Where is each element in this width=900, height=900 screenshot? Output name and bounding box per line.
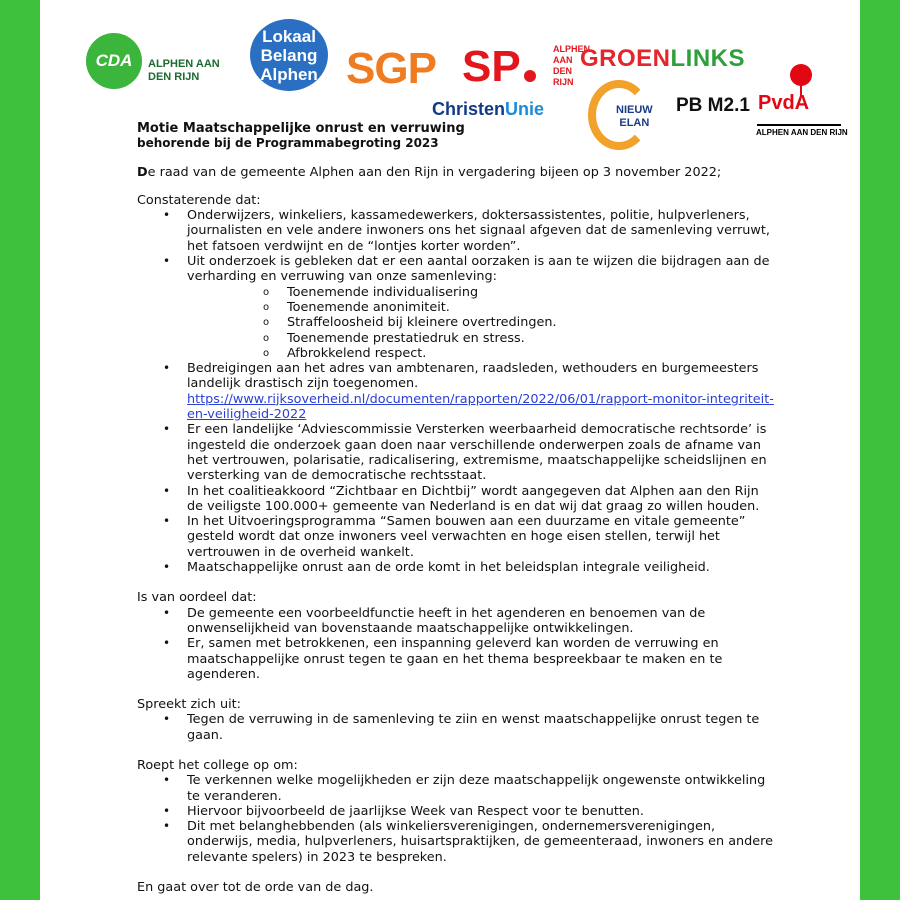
- document-page: [40, 0, 860, 900]
- christenunie-part1: Christen: [432, 99, 506, 119]
- list-item: • Dit met belanghebbenden (als winkeliersverenigingen, ondernemersverenigingen, onderwijs, media, hulpverleners, huisartspraktijken, de gemeenteraad, inwoners en andere relevante spelers) in 2023 te bespreken.: [137, 819, 777, 865]
- sp-line1: ALPHEN: [553, 44, 591, 54]
- list-item-text: Uit onderzoek is gebleken dat er een aantal oorzaken is aan te wijzen die bijdragen aan de verharding en verruwing van onze samenleving:: [187, 254, 770, 285]
- lokaal-belang-logo: [250, 19, 328, 91]
- sp-tomato-icon: [524, 70, 536, 82]
- list-item: • In het coalitieakkoord “Zichtbaar en Dichtbij” wordt aangegeven dat Alphen aan den Rijn de veiligste 100.000+ gemeente van Nederland is en dat wij dat graag zo willen houden.: [137, 484, 777, 515]
- sub-list-item: o Straffeloosheid bij kleinere overtredingen.: [187, 315, 777, 330]
- closing-line: En gaat over tot de orde van de dag.: [137, 880, 374, 896]
- christenunie-part2: Unie: [505, 99, 545, 119]
- section-spreekt: Spreekt zich uit:: [137, 697, 241, 713]
- groenlinks-logo: [580, 45, 745, 73]
- cda-line2: DEN RIJN: [148, 71, 200, 83]
- sub-list-item: o Toenemende anonimiteit.: [187, 300, 777, 315]
- lokaal-belang-line2: Belang: [260, 45, 318, 65]
- oordeel-list: [137, 606, 777, 682]
- list-item: • Er, samen met betrokkenen, een inspanning geleverd kan worden de verruwing en maatschappelijke onrust tegen te gaan en het thema bespreekbaar te maken en te agenderen.: [137, 636, 777, 682]
- sub-list-item: o Toenemende prestatiedruk en stress.: [187, 331, 777, 346]
- christenunie-logo: [432, 99, 544, 120]
- causes-sublist: [187, 285, 777, 361]
- sub-list-item: o Toenemende individualisering: [187, 285, 777, 300]
- intro-initial: D: [137, 164, 148, 180]
- list-item: [137, 361, 777, 422]
- list-item-text: Bedreigingen aan het adres van ambtenaren, raadsleden, wethouders en burgemeesters landelijk drastisch zijn toegenomen.: [187, 361, 759, 392]
- list-item: • De gemeente een voorbeeldfunctie heeft in het agenderen en benoemen van de onwenselijkheid van bovenstaande maatschappelijke ontwikkelingen.: [137, 606, 777, 637]
- sub-list-item: o Afbrokkelend respect.: [187, 346, 777, 361]
- sp-logo: SP: [462, 42, 521, 91]
- list-item: [137, 254, 777, 361]
- groenlinks-part2: LINKS: [670, 45, 746, 72]
- lokaal-belang-line3: Alphen: [260, 64, 318, 84]
- list-item: • Maatschappelijke onrust aan de orde komt in het beleidsplan integrale veiligheid.: [137, 560, 777, 575]
- groenlinks-part1: GROEN: [580, 45, 671, 72]
- roept-list: [137, 773, 777, 865]
- section-constaterende: Constaterende dat:: [137, 192, 261, 208]
- pvda-rose-icon: [790, 64, 812, 86]
- sgp-logo: SGP: [346, 44, 436, 93]
- motion-subtitle: behorende bij de Programmabegroting 2023: [137, 136, 439, 151]
- motion-title: Motie Maatschappelijke onrust en verruwing: [137, 121, 465, 136]
- lokaal-belang-line1: Lokaal: [262, 26, 316, 46]
- intro-paragraph: [137, 165, 777, 180]
- list-item: • Onderwijzers, winkeliers, kassamedewerkers, doktersassistentes, politie, hulpverleners, journalisten en vele andere inwoners ons het signaal afgeven dat de samenleving verruwt, het fatsoen verdwijnt en de “lontjes korter worden”.: [137, 208, 777, 254]
- section-roept: Roept het college op om:: [137, 757, 298, 773]
- list-item: • Hiervoor bijvoorbeeld de jaarlijkse Week van Respect voor te benutten.: [137, 804, 777, 819]
- cda-line1: ALPHEN AAN: [148, 58, 220, 70]
- cda-logo-text: [148, 58, 220, 84]
- sp-line4: RIJN: [553, 77, 574, 87]
- cda-logo: CDA: [86, 33, 142, 89]
- pvda-subtext: ALPHEN AAN DEN RIJN: [756, 128, 848, 137]
- motion-text: [137, 121, 777, 895]
- list-item: • Te verkennen welke mogelijkheden er zijn deze maatschappelijk ongewenste ontwikkeling te veranderen.: [137, 773, 777, 804]
- list-item: • Er een landelijke ‘Adviescommissie Versterken weerbaarheid democratische rechtsorde’ is ingesteld die onderzoek gaan doen naar verschillende onderwerpen zoals de afname van het vertrouwen, polarisatie, radicalisering, extremisme, maatschappelijke scheidslijnen en versterking van de democratische rechtsstaat.: [137, 422, 777, 483]
- nieuw-elan-line1: NIEUW: [616, 104, 653, 116]
- sp-line3: DEN: [553, 66, 573, 76]
- document-code: PB M2.1: [676, 95, 750, 116]
- pvda-logo: PvdA: [758, 92, 810, 114]
- constaterende-list: [137, 208, 777, 575]
- nieuw-elan-line2: ELAN: [619, 117, 650, 129]
- rijksoverheid-report-link[interactable]: https://www.rijksoverheid.nl/documenten/rapporten/2022/06/01/rapport-monitor-integriteit-en-veiligheid-2022: [187, 391, 774, 423]
- list-item: • In het Uitvoeringsprogramma “Samen bouwen aan een duurzame en vitale gemeente” gesteld wordt dat onze inwoners veel verwachten en hoge eisen stellen, terwijl het vertrouwen in de overheid wankelt.: [137, 514, 777, 560]
- intro-text: e raad van de gemeente Alphen aan den Rijn in vergadering bijeen op 3 november 2022;: [147, 164, 722, 180]
- list-item: • Tegen de verruwing in de samenleving te ziin en wenst maatschappelijke onrust tegen te gaan.: [137, 712, 777, 743]
- spreekt-list: [137, 712, 777, 743]
- sp-line2: AAN: [553, 55, 573, 65]
- section-oordeel: Is van oordeel dat:: [137, 590, 257, 606]
